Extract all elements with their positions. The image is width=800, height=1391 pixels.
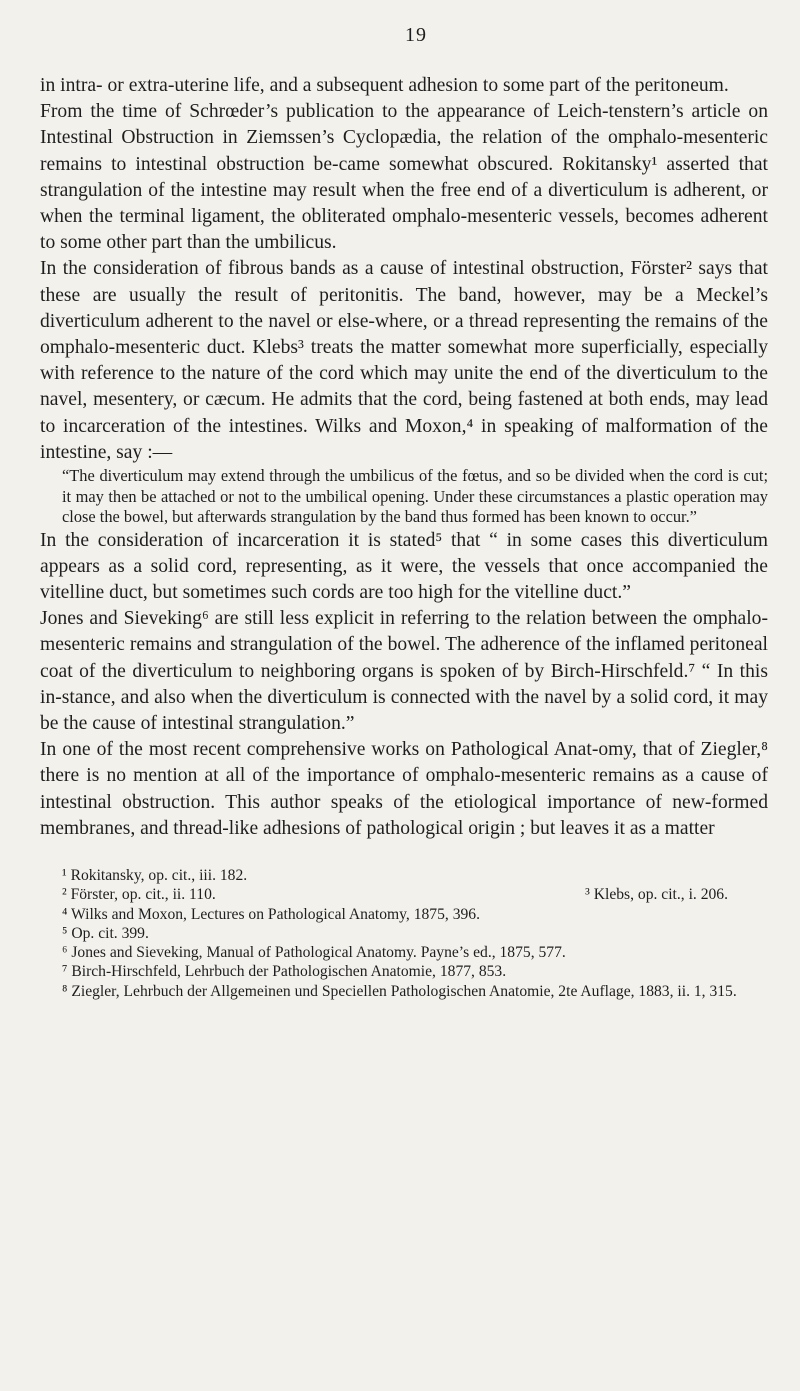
footnote-5: ⁵ Op. cit. 399. <box>62 924 149 942</box>
footnote-7: ⁷ Birch-Hirschfeld, Lehrbuch der Pathologischen Anatomie, 1877, 853. <box>62 963 507 981</box>
footnote-4: ⁴ Wilks and Moxon, Lectures on Pathological Anatomy, 1875, 396. <box>62 905 480 923</box>
paragraph-continuation: in intra- or extra-uterine life, and a subsequent adhesion to some part of the peritoneum. <box>40 75 729 96</box>
footnote-row-2-3 <box>62 885 768 904</box>
book-page <box>40 0 768 1001</box>
footnote-2: ² Förster, op. cit., ii. 110. <box>62 886 216 904</box>
footnotes <box>40 866 768 1001</box>
paragraph-jones-sieveking: Jones and Sieveking⁶ are still less explicit in referring to the relation between the omphalo-mesenteric remains and strangulation of the bowel. The adherence of the inflamed peritoneal coat of the diverticulum to neighboring organs is spoken of by Birch-Hirschfeld.⁷ “ In this in-stance, and also when the diverticulum is connected with the navel by a solid cord, it may be the cause of intestinal strangulation.” <box>40 608 768 734</box>
paragraph-incarceration: In the consideration of incarceration it is stated⁵ that “ in some cases this diverticulum appears as a solid cord, representing, as it were, the vessels that once accompanied the vitelline duct, but sometimes such cords are too high for the vitelline duct.” <box>40 529 768 603</box>
paragraph-schroeder: From the time of Schrœder’s publication to the appearance of Leich-tenstern’s article on Intestinal Obstruction in Ziemssen’s Cyclopædia, the relation of the omphalo-mesenteric remains to intestinal obstruction be-came somewhat obscured. Rokitansky¹ asserted that strangulation of the intestine may result when the free end of a diverticulum is adherent, or when the terminal ligament, the obliterated omphalo-mesenteric vessels, becomes adherent to some other part than the umbilicus. <box>40 101 768 254</box>
page-number: 19 <box>405 24 427 46</box>
footnote-1: ¹ Rokitansky, op. cit., iii. 182. <box>62 866 248 884</box>
paragraph-fibrous-bands: In the consideration of fibrous bands as a cause of intestinal obstruction, Förster² says that these are usually the result of peritonitis. The band, however, may be a Meckel’s diverticulum adherent to the navel or else-where, or a thread representing the remains of the omphalo-mesenteric duct. Klebs³ treats the matter somewhat more superficially, especially with reference to the nature of the cord which may unite the end of the diverticulum to the navel, mesentery, or cæcum. He admits that the cord, being fastened at both ends, may lead to incarceration of the intestines. Wilks and Moxon,⁴ in speaking of malformation of the intestine, say :— <box>40 258 768 463</box>
footnote-6: ⁶ Jones and Sieveking, Manual of Pathological Anatomy. Payne’s ed., 1875, 577. <box>62 944 566 962</box>
body-text <box>40 73 768 842</box>
footnote-8: ⁸ Ziegler, Lehrbuch der Allgemeinen und Speciellen Pathologischen Anatomie, 2te Auflage, 1883, ii. 1, 315. <box>62 982 737 1000</box>
footnote-3: ³ Klebs, op. cit., i. 206. <box>585 886 728 904</box>
block-quote-wilks-moxon: “The diverticulum may extend through the umbilicus of the fœtus, and so be divided when the cord is cut; it may then be attached or not to the umbilical opening. Under these circumstances a plastic operation may close the bowel, but afterwards strangulation by the band thus formed has been known to occur.” <box>62 466 768 527</box>
paragraph-ziegler: In one of the most recent comprehensive works on Pathological Anat-omy, that of Ziegler,⁸ there is no mention at all of the importance of omphalo-mesenteric remains as a cause of intestinal obstruction. This author speaks of the etiological importance of new-formed membranes, and thread-like adhesions of pathological origin ; but leaves it as a matter <box>40 739 768 839</box>
